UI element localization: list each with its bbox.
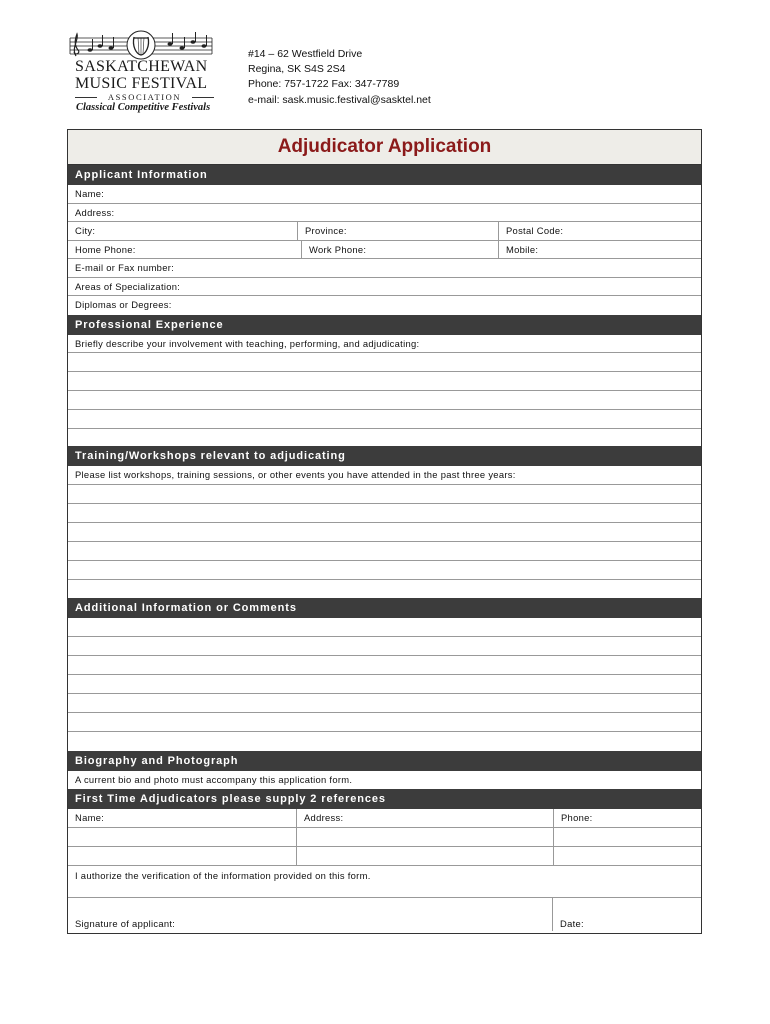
field-row-diplomas[interactable]	[68, 296, 701, 315]
field-row-specialization[interactable]	[68, 278, 701, 297]
blank-line[interactable]	[68, 523, 701, 542]
prompt-training	[68, 466, 701, 485]
title-band	[68, 130, 701, 165]
label-diplomas: Diplomas or Degrees:	[75, 299, 172, 310]
label-specialization: Areas of Specialization:	[75, 280, 181, 292]
label-ref-name: Name:	[75, 812, 105, 823]
reference-row[interactable]	[68, 847, 701, 866]
label-ref-phone: Phone:	[553, 809, 593, 827]
music-staff-lyre-icon	[66, 30, 216, 60]
festival-logo	[66, 30, 216, 116]
signature-row[interactable]	[68, 898, 701, 931]
label-ref-address: Address:	[296, 809, 343, 827]
bio-note-row	[68, 771, 701, 790]
field-row-email-fax[interactable]	[68, 259, 701, 278]
logo-line-music-festival: MUSIC FESTIVAL	[75, 75, 208, 92]
label-mobile[interactable]: Mobile:	[498, 241, 538, 259]
date-cell[interactable]	[552, 898, 701, 931]
blank-line[interactable]	[68, 713, 701, 732]
reference-header-row	[68, 809, 701, 828]
label-city[interactable]: City:	[75, 225, 96, 236]
reference-row[interactable]	[68, 828, 701, 847]
field-row-address[interactable]	[68, 204, 701, 223]
section-header-additional: Additional Information or Comments	[68, 598, 701, 618]
label-authorization: I authorize the verification of the information provided on this form.	[75, 869, 371, 881]
application-form	[67, 129, 702, 934]
contact-email: e-mail: sask.music.festival@sasktel.net	[248, 93, 431, 106]
field-row-city-province-postal	[68, 222, 701, 241]
logo-line-association: ASSOCIATION	[75, 92, 214, 102]
blank-line[interactable]	[68, 504, 701, 523]
label-bio-note: A current bio and photo must accompany this application form.	[75, 773, 353, 785]
field-row-name[interactable]	[68, 185, 701, 204]
blank-line[interactable]	[68, 694, 701, 713]
blank-line[interactable]	[68, 485, 701, 504]
logo-tagline: Classical Competitive Festivals	[76, 102, 211, 113]
prompt-professional	[68, 335, 701, 354]
blank-line[interactable]	[68, 580, 701, 598]
blank-line[interactable]	[68, 732, 701, 751]
section-header-references: First Time Adjudicators please supply 2 references	[68, 789, 701, 809]
blank-line[interactable]	[68, 391, 701, 410]
column-divider	[553, 828, 554, 846]
label-postal-code[interactable]: Postal Code:	[498, 222, 563, 240]
section-header-training: Training/Workshops relevant to adjudicating	[68, 446, 701, 466]
section-header-applicant: Applicant Information	[68, 165, 701, 185]
label-professional-prompt: Briefly describe your involvement with teaching, performing, and adjudicating:	[75, 337, 420, 349]
blank-line[interactable]	[68, 353, 701, 372]
label-email-fax: E-mail or Fax number:	[75, 262, 175, 273]
form-title: Adjudicator Application	[277, 136, 492, 157]
blank-line[interactable]	[68, 429, 701, 446]
contact-address-line1: #14 – 62 Westfield Drive	[248, 48, 363, 60]
field-row-phones	[68, 241, 701, 260]
label-signature: Signature of applicant:	[75, 917, 176, 929]
contact-address-line2: Regina, SK S4S 2S4	[248, 63, 346, 76]
column-divider	[296, 828, 297, 846]
label-training-prompt: Please list workshops, training sessions, or other events you have attended in the past three years:	[75, 469, 516, 480]
blank-line[interactable]	[68, 618, 701, 637]
blank-line[interactable]	[68, 410, 701, 429]
blank-line[interactable]	[68, 372, 701, 391]
label-date: Date:	[560, 917, 584, 929]
column-divider	[553, 847, 554, 865]
label-address: Address:	[75, 206, 115, 218]
label-work-phone[interactable]: Work Phone:	[301, 241, 366, 259]
blank-line[interactable]	[68, 542, 701, 561]
contact-phone-fax: Phone: 757-1722 Fax: 347-7789	[248, 78, 400, 91]
column-divider	[296, 847, 297, 865]
label-province[interactable]: Province:	[297, 222, 347, 240]
contact-block	[248, 47, 431, 108]
blank-line[interactable]	[68, 675, 701, 694]
blank-line[interactable]	[68, 561, 701, 580]
section-header-bio: Biography and Photograph	[68, 751, 701, 771]
section-header-professional: Professional Experience	[68, 315, 701, 335]
logo-line-saskatchewan: SASKATCHEWAN	[75, 58, 208, 75]
blank-line[interactable]	[68, 637, 701, 656]
blank-line[interactable]	[68, 656, 701, 675]
label-name: Name:	[75, 188, 105, 199]
label-home-phone[interactable]: Home Phone:	[75, 243, 136, 255]
authorization-row	[68, 866, 701, 898]
